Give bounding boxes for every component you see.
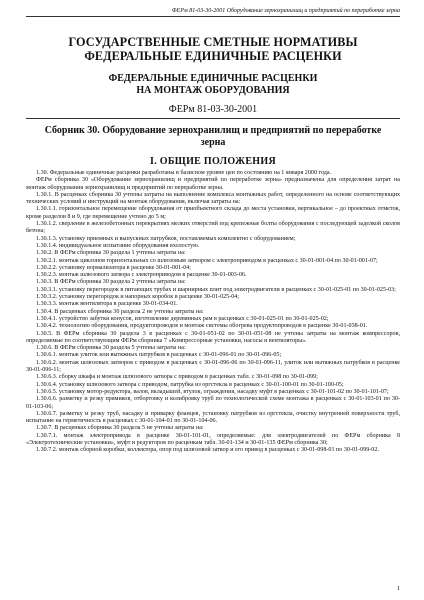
- running-header: ФЕРм 81-03-30-2001 Оборудование зернохранилищ и предприятий по переработке зерна: [26, 8, 400, 17]
- paragraph: 1.30.1.2. сверление в железобетонных перекрытиях мелких отверстий под крепежные болты оборудования с последующей заделкой сколов бетона;: [26, 221, 400, 235]
- paragraph: 1.30.3. В ФЕРм сборника 30 раздела 2 учтены затраты на:: [36, 279, 186, 286]
- paragraph: 1.30.3.2. установку перегородок и напорных коробок в расценке 30-01-025-04;: [36, 294, 240, 301]
- sub-title-line-1: ФЕДЕРАЛЬНЫЕ ЕДИНИЧНЫЕ РАСЦЕНКИ: [108, 73, 318, 84]
- page-number: 1: [396, 585, 400, 592]
- paragraph: 1.30.2. В ФЕРм сборника 30 раздела 1 учтены затраты на:: [36, 250, 186, 257]
- paragraph: 1.30.4.1. устройство забутки конусов, изготовление деревянных рам в расценках с 30-01-025-01 по 30-01-025-02;: [36, 315, 329, 322]
- paragraph: 1.30.3.3. монтаж вентилятора в расценке 30-01-034-01.: [36, 301, 178, 308]
- paragraph: 1.30.2.1. монтаж циклонов горизонтальных со шлюзовым затвором с электроприводом в расценках с 30-01-001-04 по 30-01-001-07;: [36, 257, 378, 264]
- body-text: [26, 170, 400, 455]
- paragraph: 1.30.6.7. разметку и резку труб, насадку и приварку фланцев, установку патрубков из оргстекла, очистку внутренней поверхности труб, испытание на герметичность в расценках с 30-01-104-01 по 30-01-104-06.: [26, 410, 400, 425]
- paragraph: 1.30.6. В ФЕРм сборника 30 раздела 5 учтены затраты на:: [36, 345, 186, 352]
- divider: [26, 118, 400, 119]
- paragraph: 1.30.6.5. установку мотор-редуктора, валов, вкладышей, втулок, ограждения, насадку муфт в расценках с 30-01-101-02 по 30-01-101-07;: [36, 388, 389, 395]
- paragraph: 1.30.2.2. установку нормализатора в расценке 30-01-001-04;: [36, 264, 191, 271]
- paragraph: 1.30.6.6. разметку и резку прямиков, отбортовку и колибровку труб по технологической схеме монтажа в расценках с 30-01-103-01 по 30-01-103-06;: [26, 396, 400, 410]
- main-title-line-2: ФЕДЕРАЛЬНЫЕ ЕДИНИЧНЫЕ РАСЦЕНКИ: [84, 48, 342, 63]
- main-title-line-1: ГОСУДАРСТВЕННЫЕ СМЕТНЫЕ НОРМАТИВЫ: [68, 35, 358, 49]
- document-code: ФЕРм 81-03-30-2001: [168, 104, 258, 115]
- paragraph: 1.30.6.4. установку шлюзового затвора с приводом, патрубка из оргстекла в расценках с 30-01-100-01 по 30-01-100-05;: [36, 381, 344, 388]
- section-heading: I. ОБЩИЕ ПОЛОЖЕНИЯ: [150, 156, 276, 167]
- paragraph: 1.30.4.2. технологию оборудования, продуктопроводов и монтаж системы обогрева продуктопроводов в расценке 30-01-038-01.: [36, 323, 368, 330]
- paragraph: 1.30.1. В расценках сборника 30 учтены затраты на выполнение комплекса монтажных работ, определенного на основе соответствующих технических условий и инструкций на монтаж оборудования, включая затраты на:: [26, 191, 400, 206]
- paragraph: 1.30.4. В расценках сборника 30 раздела 2 не учтены затраты на:: [36, 308, 204, 315]
- paragraph: 1.30.6.3. сборку шкафа и монтаж шлюзового затвора с приводом в расценках табл. с 30-01-098 по 30-01-099;: [36, 374, 318, 381]
- paragraph: 1.30.6.2. монтаж шлюзовых затворов с приводом в расценках с 30-01-096-06 по 30-01-096-11, улиток или вытяжных патрубков в расценке 30-01-096-11;: [26, 359, 400, 374]
- paragraph: 1.30.1.1. горизонтальное перемещение оборудования от приобъектного склада до места установки, вертикальное – до проектных отметок, кроме разделов 8 и 9, где перемещение учтено до 5 м;: [26, 206, 400, 220]
- paragraph: 1.30.3.1. установку перегородок в питающих трубах и шарнирных плит под электродвигатели в расценках с 30-01-025-01 по 30-01-025-03;: [36, 286, 396, 293]
- paragraph: 1.30.1.3. установку приемных и выпускных патрубков, поставляемых комплектно с оборудованием;: [36, 235, 296, 242]
- paragraph: 1.30.2.3. монтаж шлюзового затвора с электроприводом в расценке 30-01-003-06.: [36, 272, 247, 279]
- paragraph: ФЕРм сборника 30 «Оборудование зернохранилищ и предприятий по переработке зерна» предназначены для определения затрат на монтаж оборудования зернохранилищ и предприятий по переработке зерна.: [26, 177, 400, 191]
- collection-title: [26, 125, 400, 148]
- paragraph: 1.30.7.2. монтаж сборной коробки, коллектора, опор под шлюзовой затвор и его привод в расценках с 30-01-098-01 по 30-01-099-02.: [36, 447, 379, 454]
- paragraph: 1.30.1.4. индивидуальное испытание оборудования вхолостую.: [36, 242, 200, 249]
- paragraph: 1.30.5. В ФЕРм сборника 30 раздела 3 в расценках с 30-01-051-02 по 30-01-051-08 не учтены затраты на монтаж компрессоров, определяемые по соответствующим ФЕРм сборника 7 «Компрессорные установки, насосы и вентиляторы».: [26, 330, 400, 344]
- sub-title: [26, 73, 400, 96]
- paragraph: 1.30.6.1. монтаж улиток или вытяжных патрубков в расценках с 30-01-096-01 по 30-01-096-05;: [36, 352, 282, 359]
- collection-title-line-1: Сборник 30. Оборудование зернохранилищ и предприятий по переработке: [44, 125, 382, 136]
- main-title: [26, 36, 400, 63]
- sub-title-line-2: НА МОНТАЖ ОБОРУДОВАНИЯ: [136, 84, 290, 96]
- collection-title-line-2: зерна: [200, 136, 226, 148]
- paragraph: 1.30. Федеральные единичные расценки разработаны в базисном уровне цен по состоянию на 1 января 2000 года.: [36, 170, 332, 176]
- paragraph: 1.30.7. В расценках сборника 30 раздела 5 не учтены затраты на:: [36, 425, 204, 432]
- paragraph: 1.30.7.1. монтаж электропривода в расценке 30-01-101-01, определяемые: для электродвигателей по ФЕРм сборника 8 «Электротехнические установки», муфт и редукторов по расценкам табл. 30-01-134 и 30-01-135 ФЕРм сборника 30;: [26, 432, 400, 446]
